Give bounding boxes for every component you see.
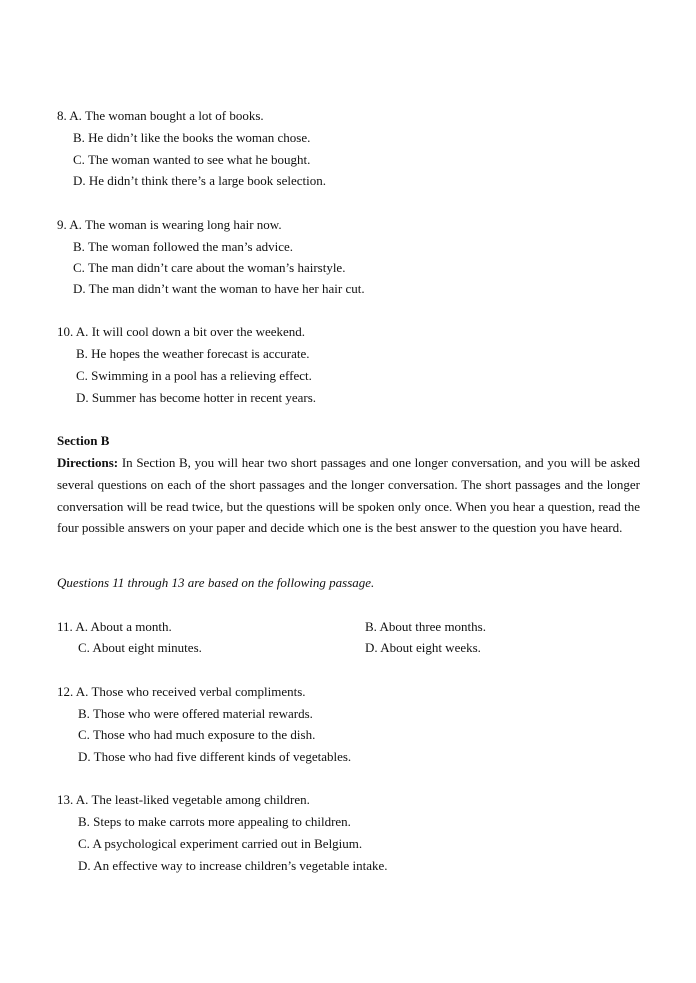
option-letter: A. [75,324,89,339]
question-13-option-b [78,814,351,830]
option-letter: A. [69,217,82,232]
option-letter: B. [78,706,90,721]
question-10-option-a [57,324,305,340]
option-text: An effective way to increase children’s vegetable intake. [93,858,388,873]
question-10-option-d [76,390,316,406]
option-letter: D. [78,858,91,873]
option-text: About a month. [90,619,172,634]
option-text: He hopes the weather forecast is accurate. [91,346,310,361]
option-letter: B. [73,239,85,254]
option-text: He didn’t like the books the woman chose. [88,130,311,145]
option-letter: C. [73,152,85,167]
option-text: Steps to make carrots more appealing to children. [93,814,351,829]
passage-note: Questions 11 through 13 are based on the following passage. [57,575,375,590]
option-text: The least-liked vegetable among children. [91,792,310,807]
question-13-option-a [57,792,310,808]
question-10-option-c [76,368,312,384]
option-letter: D. [73,173,86,188]
question-10-option-b [76,346,310,362]
question-number: 13. [57,792,74,807]
option-letter: A. [69,108,82,123]
question-13-option-c [78,836,362,852]
option-letter: D. [76,390,89,405]
section-b-title: Section B [57,433,110,448]
section-b-directions [57,452,640,539]
question-number: 12. [57,684,74,699]
question-11-option-b [365,619,486,635]
option-letter: C. [73,260,85,275]
option-text: Those who had five different kinds of vegetables. [93,749,352,764]
option-text: About three months. [379,619,486,634]
question-12-option-d [78,749,351,765]
option-text: The woman wanted to see what he bought. [87,152,311,167]
option-letter: B. [76,346,88,361]
question-8-option-a [57,108,264,124]
question-8-option-b [73,130,310,146]
option-text: About eight minutes. [92,640,202,655]
option-letter: C. [78,836,90,851]
option-text: A psychological experiment carried out in Belgium. [92,836,363,851]
question-13-option-d [78,858,387,874]
option-letter: D. [73,281,86,296]
option-letter: B. [73,130,85,145]
question-11-option-a [57,619,172,635]
option-text: Those who had much exposure to the dish. [92,727,316,742]
option-text: The man didn’t want the woman to have her hair cut. [88,281,365,296]
question-9-option-b [73,239,293,255]
question-8-option-d [73,173,326,189]
question-9-option-d [73,281,365,297]
option-text: The woman is wearing long hair now. [84,217,282,232]
option-letter: C. [76,368,88,383]
option-text: It will cool down a bit over the weekend. [91,324,306,339]
option-letter: C. [78,640,90,655]
option-letter: D. [365,640,378,655]
option-text: The man didn’t care about the woman’s hairstyle. [87,260,346,275]
question-number: 8. [57,108,67,123]
option-letter: A. [75,619,88,634]
option-letter: B. [78,814,90,829]
option-text: Those who were offered material rewards. [92,706,313,721]
option-letter: D. [78,749,91,764]
question-number: 9. [57,217,67,232]
question-12-option-c [78,727,315,743]
option-text: He didn’t think there’s a large book selection. [88,173,326,188]
question-9-option-c [73,260,345,276]
option-text: Swimming in a pool has a relieving effect. [91,368,312,383]
question-9-option-a [57,217,282,233]
question-number: 11. [57,619,73,634]
directions-label: Directions: [57,455,119,470]
question-8-option-c [73,152,310,168]
question-number: 10. [57,324,74,339]
option-text: Those who received verbal compliments. [91,684,306,699]
option-text: The woman followed the man’s advice. [87,239,293,254]
option-text: Summer has become hotter in recent years. [91,390,317,405]
option-letter: C. [78,727,90,742]
question-11-option-c [78,640,202,656]
option-letter: A. [75,792,89,807]
option-text: The woman bought a lot of books. [84,108,264,123]
option-text: About eight weeks. [380,640,481,655]
option-letter: A. [75,684,89,699]
question-12-option-b [78,706,313,722]
question-12-option-a [57,684,306,700]
directions-text: In Section B, you will hear two short passages and one longer conversation, and you will be asked several questions on each of the short passages and the longer conversation. The short passages and the longer conversation will be read twice, but the questions will be spoken only once. When you hear a question, read the four possible answers on your paper and decide which one is the best answer to the question you have heard. [57,455,640,536]
option-letter: B. [365,619,377,634]
question-11-option-d [365,640,481,656]
